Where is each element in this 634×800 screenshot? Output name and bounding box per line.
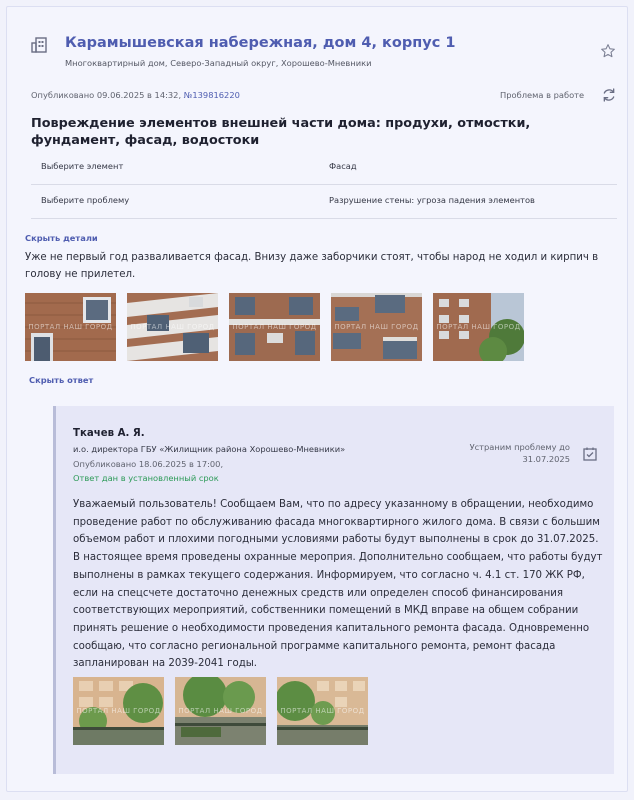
field-row-element bbox=[31, 150, 617, 185]
problem-photo[interactable] bbox=[433, 293, 524, 361]
published-date: Опубликовано 09.06.2025 в 14:32, bbox=[31, 90, 184, 100]
fix-deadline bbox=[438, 441, 570, 465]
hide-details-link[interactable]: Скрыть детали bbox=[25, 233, 98, 243]
field-label: Выберите проблему bbox=[41, 195, 130, 205]
photo-watermark: ПОРТАЛ НАШ ГОРОД bbox=[28, 323, 113, 331]
photo-watermark: ПОРТАЛ НАШ ГОРОД bbox=[436, 323, 521, 331]
field-label: Выберите элемент bbox=[41, 161, 124, 171]
photo-watermark: ПОРТАЛ НАШ ГОРОД bbox=[178, 707, 263, 715]
calendar-check-icon bbox=[583, 446, 597, 465]
photo-watermark: ПОРТАЛ НАШ ГОРОД bbox=[232, 323, 317, 331]
field-value: Разрушение стены: угроза падения элементов bbox=[329, 195, 535, 205]
address-title-link[interactable]: Карамышевская набережная, дом 4, корпус 1 bbox=[65, 35, 456, 51]
hide-answer-link[interactable]: Скрыть ответ bbox=[29, 375, 94, 385]
problem-photo[interactable] bbox=[331, 293, 422, 361]
answer-photo[interactable] bbox=[73, 677, 164, 745]
field-row-problem bbox=[31, 184, 617, 219]
answer-text: Уважаемый пользователь! Сообщаем Вам, что по адресу указанному в обращении, необходимо проведение работ по обслуживанию фасада многоквартирного жилого дома. В связи с большим объемом работ и плохими погодными условиями работы будут выполнены в срок до 31.07.2025. В настоящее время проведены охранные мероприя. Дополнительно сообщаем, что работы будут выполнены в рамках текущего содержания. Информируем, что согласно ч. 4.1 ст. 170 ЖК РФ, если на спецсчете достаточно денежных средств или определен способ финансирования соответствующих мероприятий, собственники помещений в МКД вправе на общем собрании принять решение о необходимости проведения капитального ремонта фасада. Одновременно сообщаю, что согласно региональной программе капитального ремонта, ремонт фасада запланирован на 2039-2041 годы. bbox=[73, 499, 603, 670]
address-subtitle: Многоквартирный дом, Северо-Западный округ, Хорошево-Мневники bbox=[65, 58, 372, 68]
refresh-icon[interactable] bbox=[601, 87, 617, 107]
answer-deadline-status: Ответ дан в установленный срок bbox=[73, 473, 219, 483]
official-answer bbox=[53, 406, 614, 774]
building-icon bbox=[31, 37, 47, 57]
star-icon[interactable] bbox=[600, 43, 616, 63]
published-info bbox=[31, 90, 240, 100]
photo-watermark: ПОРТАЛ НАШ ГОРОД bbox=[334, 323, 419, 331]
problem-title: Повреждение элементов внешней части дома: продухи, отмостки, фундамент, фасад, водостоки bbox=[31, 116, 531, 148]
answer-published: Опубликовано 18.06.2025 в 17:00, bbox=[73, 459, 224, 469]
status-label: Проблема в работе bbox=[500, 90, 585, 100]
answer-author-role: и.о. директора ГБУ «Жилищник района Хорошево-Мневники» bbox=[73, 444, 346, 454]
fix-deadline-label: Устраним проблему до bbox=[469, 442, 570, 452]
photo-watermark: ПОРТАЛ НАШ ГОРОД bbox=[130, 323, 215, 331]
problem-photo[interactable] bbox=[229, 293, 320, 361]
problem-number: №139816220 bbox=[183, 90, 240, 100]
field-value: Фасад bbox=[329, 161, 357, 171]
answer-photo[interactable] bbox=[175, 677, 266, 745]
photo-watermark: ПОРТАЛ НАШ ГОРОД bbox=[76, 707, 161, 715]
problem-photo[interactable] bbox=[127, 293, 218, 361]
problem-description: Уже не первый год разваливается фасад. Внизу даже заборчики стоят, чтобы народ не ходил и кирпич в голову не прилетел. bbox=[25, 252, 599, 280]
problem-photo[interactable] bbox=[25, 293, 116, 361]
answer-photo[interactable] bbox=[277, 677, 368, 745]
problem-card bbox=[6, 6, 628, 792]
photo-watermark: ПОРТАЛ НАШ ГОРОД bbox=[280, 707, 365, 715]
fix-deadline-date: 31.07.2025 bbox=[522, 454, 570, 464]
answer-author: Ткачев А. Я. bbox=[73, 428, 145, 439]
